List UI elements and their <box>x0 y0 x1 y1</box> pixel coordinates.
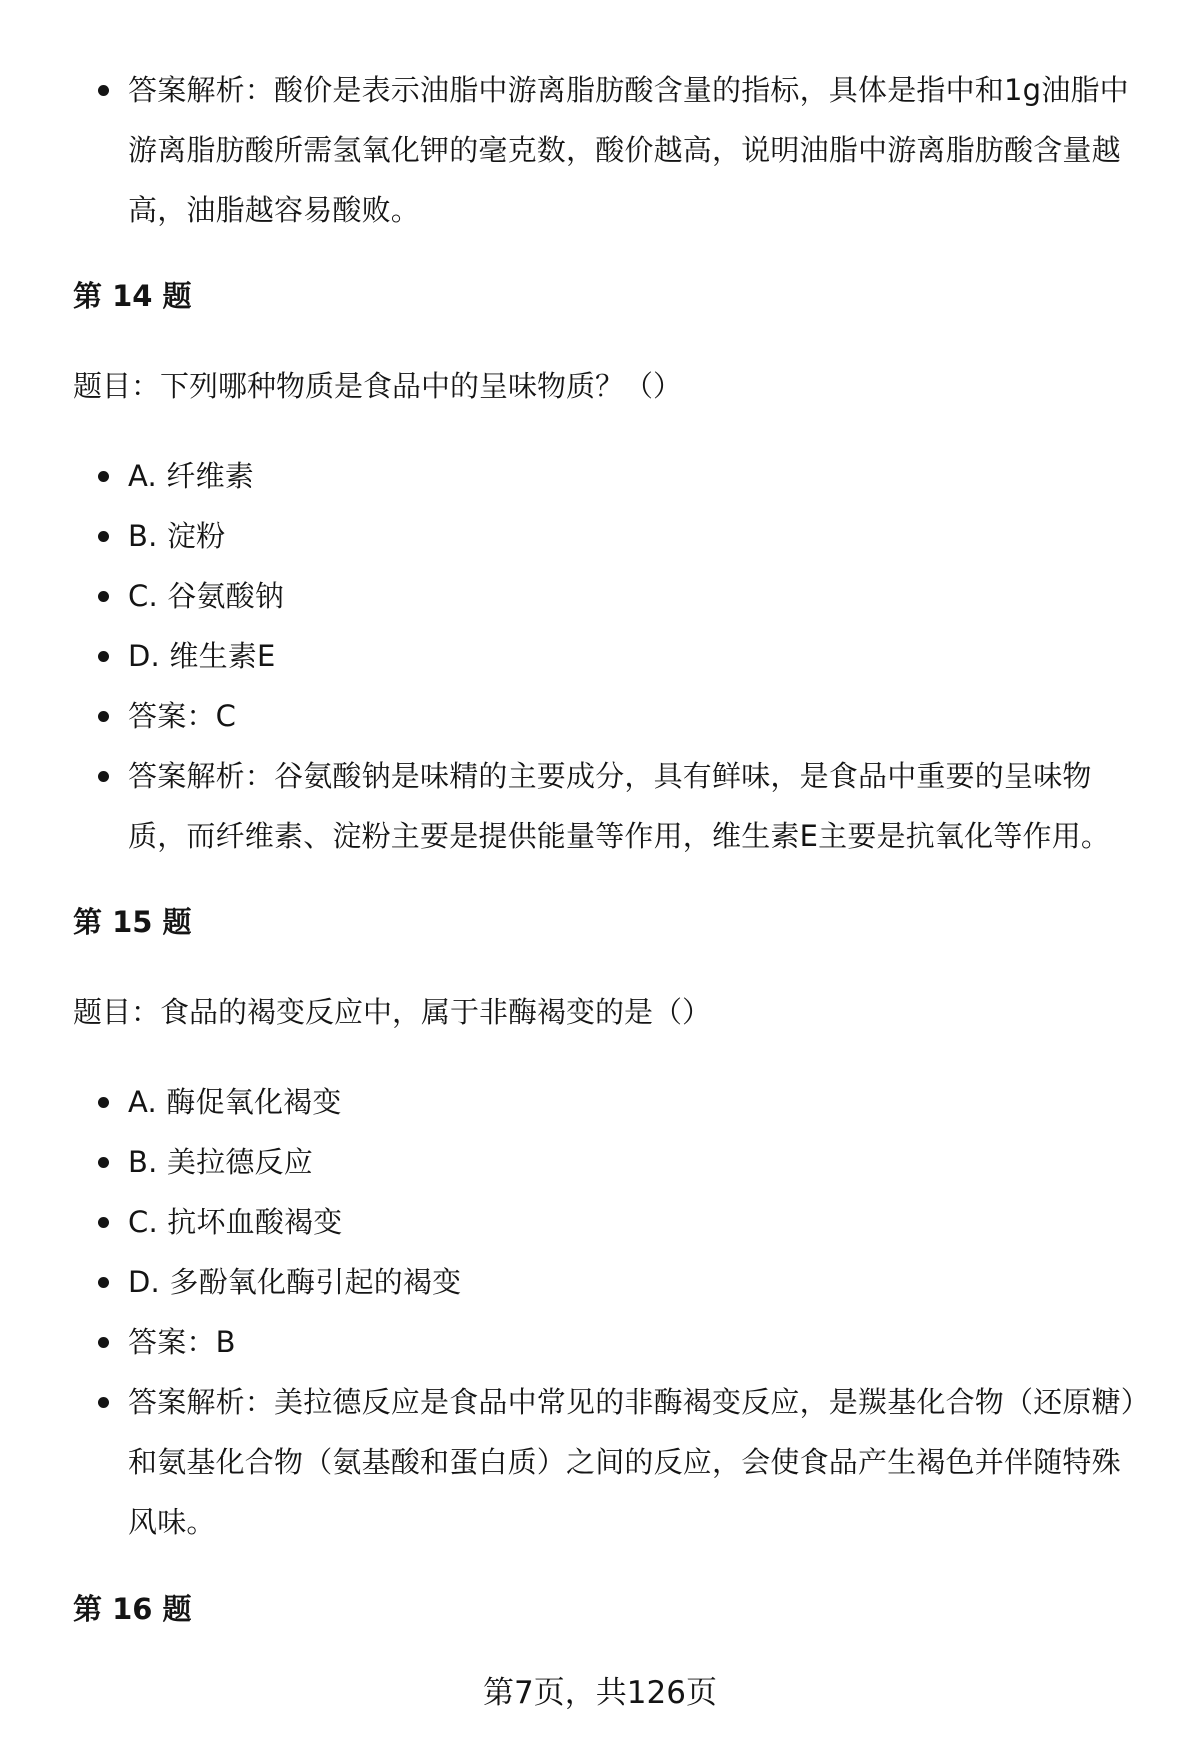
q15-heading: 第 15 题 <box>73 905 192 939</box>
q15-option-b: B. 美拉德反应 <box>0 1132 1200 1192</box>
q14-options-list <box>0 446 1200 866</box>
q15-stem: 题目：食品的褐变反应中，属于非酶褐变的是（） <box>73 995 712 1029</box>
q13-answer-list <box>0 60 1200 240</box>
q14-option-b: B. 淀粉 <box>0 506 1200 566</box>
q15-option-d: D. 多酚氧化酶引起的褐变 <box>0 1252 1200 1312</box>
page-number: 第7页，共126页 <box>483 1675 717 1711</box>
q15-option-a: A. 酶促氧化褐变 <box>0 1072 1200 1132</box>
q14-analysis: 答案解析：谷氨酸钠是味精的主要成分，具有鲜味，是食品中重要的呈味物质，而纤维素、淀粉主要是提供能量等作用，维生素E主要是抗氧化等作用。 <box>0 746 1200 866</box>
q16-heading: 第 16 题 <box>73 1592 192 1626</box>
q14-option-c: C. 谷氨酸钠 <box>0 566 1200 626</box>
q14-option-a: A. 纤维素 <box>0 446 1200 506</box>
q14-stem: 题目：下列哪种物质是食品中的呈味物质？（） <box>73 369 683 403</box>
q14-answer: 答案：C <box>0 686 1200 746</box>
q14-heading: 第 14 题 <box>73 279 192 313</box>
q15-option-c: C. 抗坏血酸褐变 <box>0 1192 1200 1252</box>
q15-options-list <box>0 1072 1200 1552</box>
q15-analysis: 答案解析：美拉德反应是食品中常见的非酶褐变反应，是羰基化合物（还原糖）和氨基化合物（氨基酸和蛋白质）之间的反应，会使食品产生褐色并伴随特殊风味。 <box>0 1372 1200 1552</box>
q13-analysis: 答案解析：酸价是表示油脂中游离脂肪酸含量的指标，具体是指中和1g油脂中游离脂肪酸所需氢氧化钾的毫克数，酸价越高，说明油脂中游离脂肪酸含量越高，油脂越容易酸败。 <box>0 60 1200 240</box>
q15-answer: 答案：B <box>0 1312 1200 1372</box>
q14-option-d: D. 维生素E <box>0 626 1200 686</box>
